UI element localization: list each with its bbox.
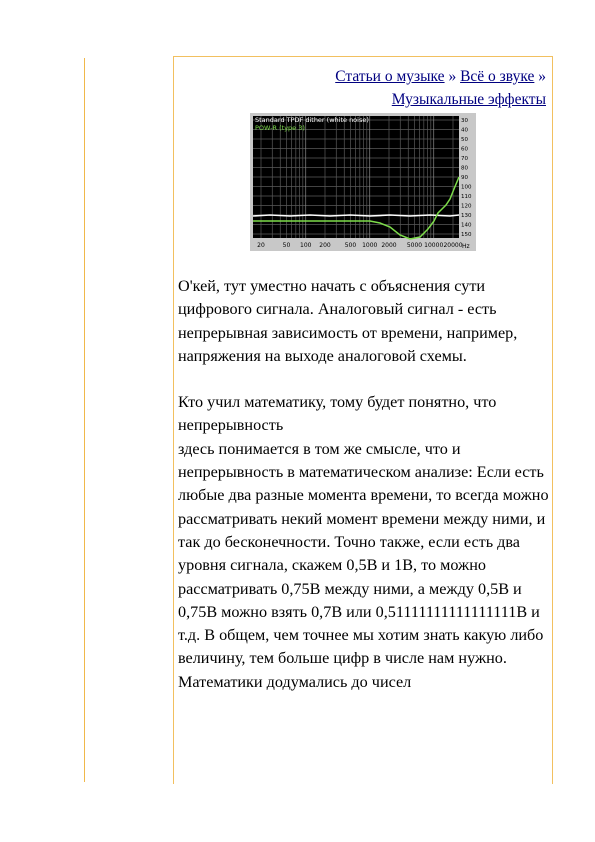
legend-green-series: POW-R (type 3)	[255, 124, 305, 132]
paragraph-1: О'кей, тут уместно начать с объяснения сути цифрового сигнала. Аналоговый сигнал - есть непрерывная зависимость от времени, например, напряжения на выходе аналоговой схемы.	[178, 277, 518, 365]
x-tick-label: 20	[257, 242, 265, 249]
x-tick-label: 100	[300, 242, 312, 249]
breadcrumb-separator: »	[534, 68, 546, 85]
y-tick-label: 30	[461, 118, 468, 124]
y-tick-label: 60	[461, 146, 468, 153]
x-tick-label: 200	[319, 242, 331, 249]
breadcrumb-link-music-effects[interactable]: Музыкальные эффекты	[391, 91, 546, 108]
y-tick-label: 130	[461, 213, 472, 219]
dither-spectrum-figure	[250, 113, 476, 251]
paragraph-2-line-a: Кто учил математику, тому будет понятно, что непрерывность	[178, 393, 497, 435]
paragraph-2-line-b: здесь понимается в том же смысле, что и непрерывность в математическом анализе: Если есть любые два разные момента времени, то всегда можно рассматривать некий момент времени между ними, и так до бесконечности. Точно также, если есть два уровня сигнала, скажем 0,5В и 1В, то можно рассматривать 0,75В между ними, а между 0,5В и 0,75В можно взять 0,7В или 0,51111111111111111В и т.д. В общем, чем точнее мы хотим знать какую либо величину, тем больше цифр в числе нам нужно. Математики додумались до чисел	[178, 439, 549, 691]
series-white-noise	[253, 215, 459, 216]
y-tick-label: 110	[461, 194, 472, 200]
y-tick-label: 70	[461, 156, 468, 162]
legend-white-series: Standard TPDF dither (white noise)	[255, 116, 369, 124]
x-tick-label: 20000	[443, 242, 463, 249]
paragraph-2	[178, 391, 554, 694]
x-tick-label: 500	[344, 242, 357, 249]
breadcrumb-link-music-articles[interactable]: Статьи о музыке	[335, 68, 445, 85]
y-tick-label: 150	[461, 232, 472, 238]
y-tick-label: 90	[461, 175, 468, 181]
breadcrumb-link-all-about-sound[interactable]: Всё о звуке	[460, 68, 535, 85]
spectrum-plot	[250, 113, 476, 251]
y-tick-label: 120	[461, 203, 472, 210]
y-tick-label: 40	[461, 127, 468, 134]
y-tick-label: 50	[461, 137, 468, 143]
breadcrumb	[246, 65, 546, 111]
y-tick-label: 140	[461, 222, 472, 229]
x-tick-label: 2000	[381, 242, 397, 249]
article-body	[178, 275, 554, 694]
content-frame	[173, 56, 553, 784]
x-tick-label: 10000	[424, 242, 444, 249]
x-tick-label: 1000	[362, 242, 378, 249]
x-tick-label: 5000	[406, 242, 423, 249]
breadcrumb-separator: »	[444, 68, 461, 85]
x-axis-unit: Hz	[462, 243, 470, 250]
x-tick-label: 50	[282, 242, 291, 249]
left-margin-rule	[84, 58, 85, 782]
y-tick-label: 80	[461, 165, 468, 172]
y-tick-label: 100	[461, 184, 472, 191]
